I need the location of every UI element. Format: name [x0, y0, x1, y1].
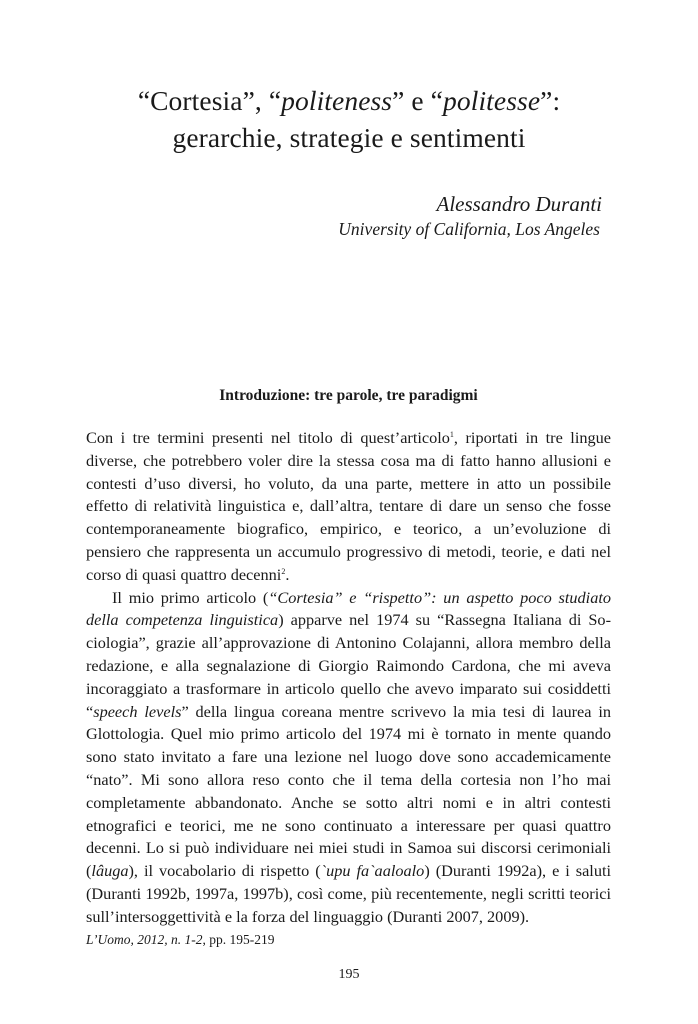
article-title	[60, 82, 638, 156]
journal-pages: , pp. 195-219	[202, 932, 275, 947]
p2-text-b: ) apparve nel 1974 su “Rassegna Italiana di Sociologia”, grazie all’approvazione di Antonino Colajanni, allora membro della redazione, e alla segnalazione di Giorgio Raimondo Cardona, che mi aveva incoraggiato a trasformare in articolo quello che avevo imparato sui cosiddetti “	[86, 610, 611, 721]
title-term-politeness: politeness	[281, 85, 393, 116]
p2-term-speech-levels: speech levels	[93, 701, 182, 721]
title-line-2: gerarchie, strategie e sentimenti	[172, 122, 526, 153]
p2-term-upu: `upu fa`aaloalo	[320, 861, 425, 881]
p2-term-lauga: lâuga	[91, 861, 129, 881]
title-part-2: ” e “	[392, 85, 443, 116]
p2-cited-title: “Cortesia” e “rispetto”: un aspetto poco studiato della competenza linguistica	[86, 587, 612, 630]
author-affiliation: University of California, Los Angeles	[338, 219, 600, 239]
footnote-ref-1[interactable]: 1	[449, 430, 454, 439]
page-number: 195	[338, 967, 360, 982]
p2-text-c: ” della lingua coreana mentre scrivevo la mia tesi di laurea in Glottologia. Quel mio primo articolo del 1974 mi è tornato in mente quando sono stato invitato a fare una lezione nel luogo dove sono accademicamente “nato”. Mi sono allora reso conto che il tema della cortesia non l’ho mai completamente abbandonato. Anche se sotto altri nomi e in altri contesti etnografici e teorici, me ne sono continuato a interessare per quasi quattro decenni. Lo si può individuare nei miei studi in Samoa sui discorsi cerimoniali (	[86, 701, 611, 881]
paragraph-1	[86, 427, 611, 587]
footnote-ref-2[interactable]: 2	[281, 566, 286, 576]
section-heading: Introduzione: tre parole, tre paradigmi	[219, 387, 478, 404]
title-term-politesse: politesse	[443, 85, 541, 116]
paragraph-2	[86, 587, 611, 929]
title-part-1: “Cortesia”, “	[137, 85, 282, 116]
author-name: Alessandro Duranti	[436, 192, 602, 216]
p2-text-e: ) (Duranti 1992a), e i saluti (Duranti 1992b, 1997a, 1997b), così come, più recentemente, negli scritti teorici sull’intersoggettività e la forza del linguaggio (Duranti 2007, 2009).	[86, 861, 612, 926]
p1-text-a: Con i tre termini presenti nel titolo di quest’articolo	[86, 428, 450, 447]
journal-citation	[86, 931, 275, 949]
journal-name: L’Uomo, 2012, n. 1-2	[86, 932, 203, 947]
p2-text-d: ), il vocabolario di rispetto (	[128, 861, 321, 881]
body-text	[86, 427, 611, 929]
p1-text-b: , riportati in tre lingue diverse, che potrebbero voler dire la stessa cosa ma di fatto hanno allusioni e contesti d’uso diversi, ho voluto, da una parte, mettere in atto un possibile effetto di relatività linguistica e, dall’altra, tentare di dare un senso che fosse contemporaneamente biografico, empirico, e teorico, a un’evoluzione di pensiero che rappresenta un accumulo progressivo di metodi, teorie, e dati nel corso di quasi quattro decenni	[86, 428, 612, 584]
title-part-3: ”:	[540, 85, 561, 116]
p2-text-a: Il mio primo articolo (	[112, 587, 269, 607]
p1-text-c: .	[285, 564, 290, 584]
